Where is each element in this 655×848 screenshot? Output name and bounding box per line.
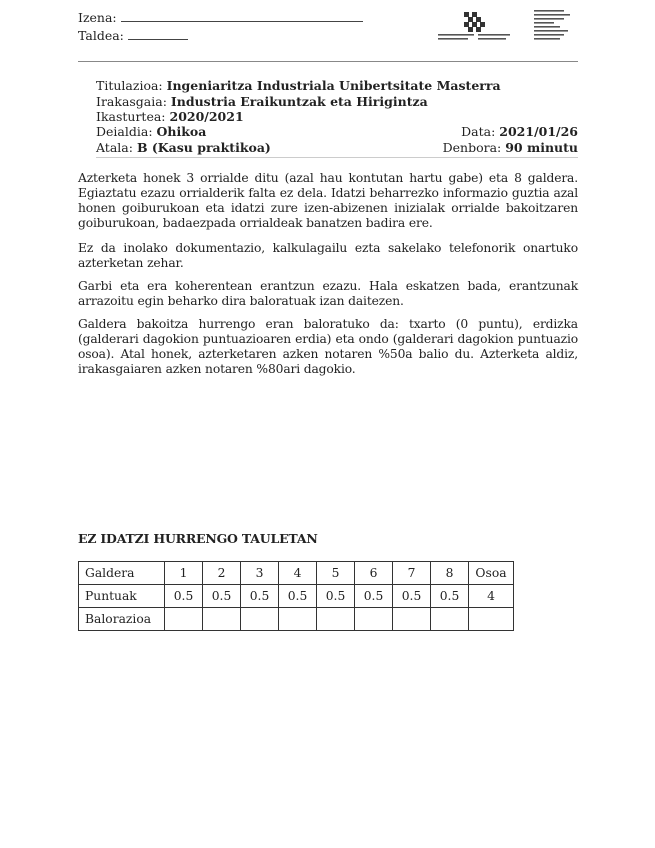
table-row-points bbox=[79, 585, 514, 608]
question-number: 8 bbox=[431, 562, 469, 585]
points-cell: 0.5 bbox=[165, 585, 203, 608]
part-line bbox=[96, 140, 271, 155]
grading-cell[interactable] bbox=[317, 608, 355, 631]
call-value: Ohikoa bbox=[156, 124, 207, 139]
group-label: Taldea: bbox=[78, 28, 124, 43]
grade-table bbox=[78, 561, 514, 631]
row-label-points: Puntuak bbox=[79, 585, 165, 608]
time-label: Denbora: bbox=[442, 140, 502, 155]
subject-value: Industria Eraikuntzak eta Hirigintza bbox=[170, 94, 428, 109]
name-label: Izena: bbox=[78, 10, 117, 25]
question-number: 3 bbox=[241, 562, 279, 585]
call-label: Deialdia: bbox=[96, 124, 153, 139]
points-cell: 0.5 bbox=[317, 585, 355, 608]
question-number: 2 bbox=[203, 562, 241, 585]
grading-cell[interactable] bbox=[393, 608, 431, 631]
subject-line bbox=[96, 94, 428, 109]
table-row-grading bbox=[79, 608, 514, 631]
subject-label: Irakasgaia: bbox=[96, 94, 167, 109]
date-value: 2021/01/26 bbox=[499, 124, 578, 139]
grading-cell[interactable] bbox=[241, 608, 279, 631]
points-total-cell: 4 bbox=[469, 585, 514, 608]
info-divider bbox=[96, 157, 578, 158]
group-field bbox=[78, 28, 188, 44]
question-number: 1 bbox=[165, 562, 203, 585]
degree-line bbox=[96, 78, 501, 93]
instruction-paragraph: Azterketa honek 3 orrialde ditu (azal hau kontutan hartu gabe) eta 8 galdera. Egiaztatu ezazu orrialderik falta ez dela. Idatzi beharrezko informazio guztia azal honen goiburukoan eta idatzi zure izen-abizenen inizialak orrialde bakoitzaren goiburukoan, badaezpada orrialdeak banatzen badira ere. bbox=[78, 171, 578, 230]
points-cell: 0.5 bbox=[431, 585, 469, 608]
question-number: 7 bbox=[393, 562, 431, 585]
degree-value: Ingeniaritza Industriala Unibertsitate Masterra bbox=[166, 78, 501, 93]
call-line bbox=[96, 124, 206, 139]
question-number: 6 bbox=[355, 562, 393, 585]
points-cell: 0.5 bbox=[393, 585, 431, 608]
year-label: Ikasturtea: bbox=[96, 109, 166, 124]
question-number: 4 bbox=[279, 562, 317, 585]
degree-label: Titulazioa: bbox=[96, 78, 163, 93]
points-cell: 0.5 bbox=[279, 585, 317, 608]
header-divider bbox=[78, 61, 578, 62]
grading-cell[interactable] bbox=[279, 608, 317, 631]
grading-total-cell[interactable] bbox=[469, 608, 514, 631]
grading-cell[interactable] bbox=[355, 608, 393, 631]
points-cell: 0.5 bbox=[241, 585, 279, 608]
points-cell: 0.5 bbox=[355, 585, 393, 608]
part-value: B (Kasu praktikoa) bbox=[136, 140, 271, 155]
instruction-paragraph: Ez da inolako dokumentazio, kalkulagailu ezta sakelako telefonorik onartuko azterketan zehar. bbox=[78, 241, 578, 270]
grading-cell[interactable] bbox=[203, 608, 241, 631]
time-line bbox=[443, 140, 578, 155]
grading-cell[interactable] bbox=[431, 608, 469, 631]
date-label: Data: bbox=[461, 124, 496, 139]
year-line bbox=[96, 109, 244, 124]
instruction-paragraph: Garbi eta era koherentean erantzun ezazu. Hala eskatzen bada, erantzunak arrazoitu egin beharko dira baloratuak izan daitezen. bbox=[78, 279, 578, 308]
grading-cell[interactable] bbox=[165, 608, 203, 631]
points-cell: 0.5 bbox=[203, 585, 241, 608]
university-logo bbox=[436, 8, 576, 48]
table-row-questions bbox=[79, 562, 514, 585]
time-value: 90 minutu bbox=[505, 140, 578, 155]
part-label: Atala: bbox=[96, 140, 133, 155]
date-line bbox=[461, 124, 578, 139]
name-field bbox=[78, 10, 363, 26]
question-number: 5 bbox=[317, 562, 355, 585]
year-value: 2020/2021 bbox=[169, 109, 244, 124]
instruction-paragraph: Galdera bakoitza hurrengo eran baloratuko da: txarto (0 puntu), erdizka (galderari dagokion puntuazioaren erdia) eta ondo (galderari dagokion puntuazio osoa). Atal honek, azterketaren azken notaren %50a balio du. Azterketa aldiz, irakasgaiaren azken notaren %80ari dagokio. bbox=[78, 317, 578, 376]
row-label-questions: Galdera bbox=[79, 562, 165, 585]
name-input-line[interactable] bbox=[121, 10, 363, 22]
total-header: Osoa bbox=[469, 562, 514, 585]
row-label-grading: Balorazioa bbox=[79, 608, 165, 631]
table-heading: EZ IDATZI HURRENGO TAULETAN bbox=[78, 531, 318, 546]
group-input-line[interactable] bbox=[128, 28, 188, 40]
